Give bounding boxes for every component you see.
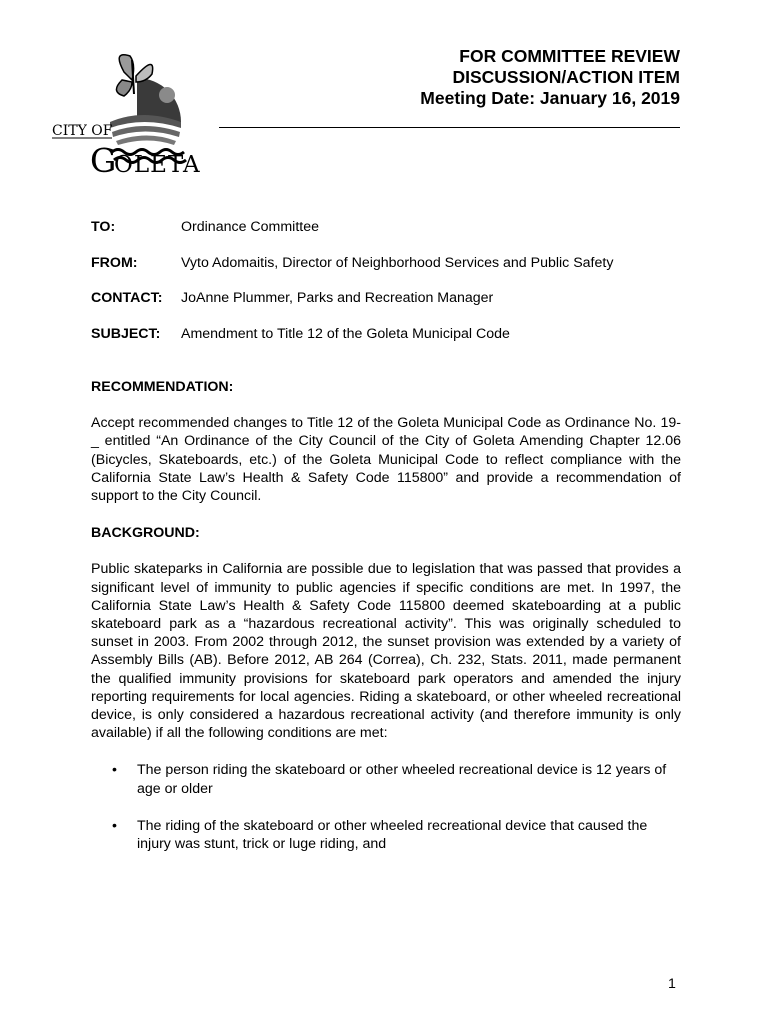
page-number: 1 [668,976,676,992]
memo-block [91,219,681,361]
memo-from-value: Vyto Adomaitis, Director of Neighborhood Services and Public Safety [181,254,614,271]
memo-subject-value: Amendment to Title 12 of the Goleta Municipal Code [181,325,510,342]
header-discussion-action: DISCUSSION/ACTION ITEM [452,67,680,87]
recommendation-paragraph: Accept recommended changes to Title 12 of the Goleta Municipal Code as Ordinance No. 19-_ entitled “An Ordinance of the City Council of the City of Goleta Amending Chapter 12.06 (Bicycles, Skateboards, etc.) of the Goleta Municipal Code to reflect compliance with the California State Law’s Health & Safety Code 115800” and provide a recommendation of support to the City Council. [91,415,681,505]
document-body [91,378,681,872]
background-paragraph: Public skateparks in California are possible due to legislation that was passed that provides a significant level of immunity to public agencies if specific conditions are met. In 1997, the California State Law’s Health & Safety Code 115800 deemed skateboarding at a public skateboard park as a “hazardous recreational activity”. This was originally scheduled to sunset in 2003. From 2002 through 2012, the sunset provision was extended by a variety of Assembly Bills (AB). Before 2012, AB 264 (Correa), Ch. 232, Stats. 2011, made permanent the qualified immunity provisions for skateboard park operators and amended the injury reporting requirements for local agencies. Riding a skateboard, or other wheeled recreational device, is only considered a hazardous recreational activity (and therefore immunity is only available) if all the following conditions are met: [91,561,681,742]
memo-contact-row [91,290,681,308]
list-item-text: The person riding the skateboard or other wheeled recreational device is 12 years of age or older [137,762,667,797]
header-meeting-date: Meeting Date: January 16, 2019 [420,88,680,108]
memo-contact-label: CONTACT: [91,290,163,306]
memo-contact-value: JoAnne Plummer, Parks and Recreation Manager [181,290,494,306]
conditions-list [91,761,681,853]
bullet-icon: • [112,762,117,779]
bullet-icon: • [112,817,117,834]
svg-text:OLETA: OLETA [114,152,201,178]
memo-from-row [91,255,681,273]
memo-from-label: FROM: [91,254,138,271]
svg-text:G: G [90,141,118,178]
city-of-goleta-logo [52,50,222,178]
svg-text:CITY OF: CITY OF [52,123,113,139]
recommendation-heading: RECOMMENDATION: [91,379,234,395]
goleta-emblem-icon [52,50,222,178]
list-item-text: The riding of the skateboard or other wheeled recreational device that caused the injury was stunt, trick or luge riding, and [137,817,648,853]
memo-subject-row [91,326,681,344]
document-header [420,46,680,109]
memo-subject-label: SUBJECT: [91,325,161,342]
memo-to-value: Ordinance Committee [181,219,319,235]
header-divider [219,127,680,128]
list-item [91,817,681,853]
list-item [91,761,681,797]
memo-to-label: TO: [91,219,116,235]
background-heading: BACKGROUND: [91,525,200,542]
header-committee-review: FOR COMMITTEE REVIEW [459,46,680,66]
memo-to-row [91,219,681,237]
